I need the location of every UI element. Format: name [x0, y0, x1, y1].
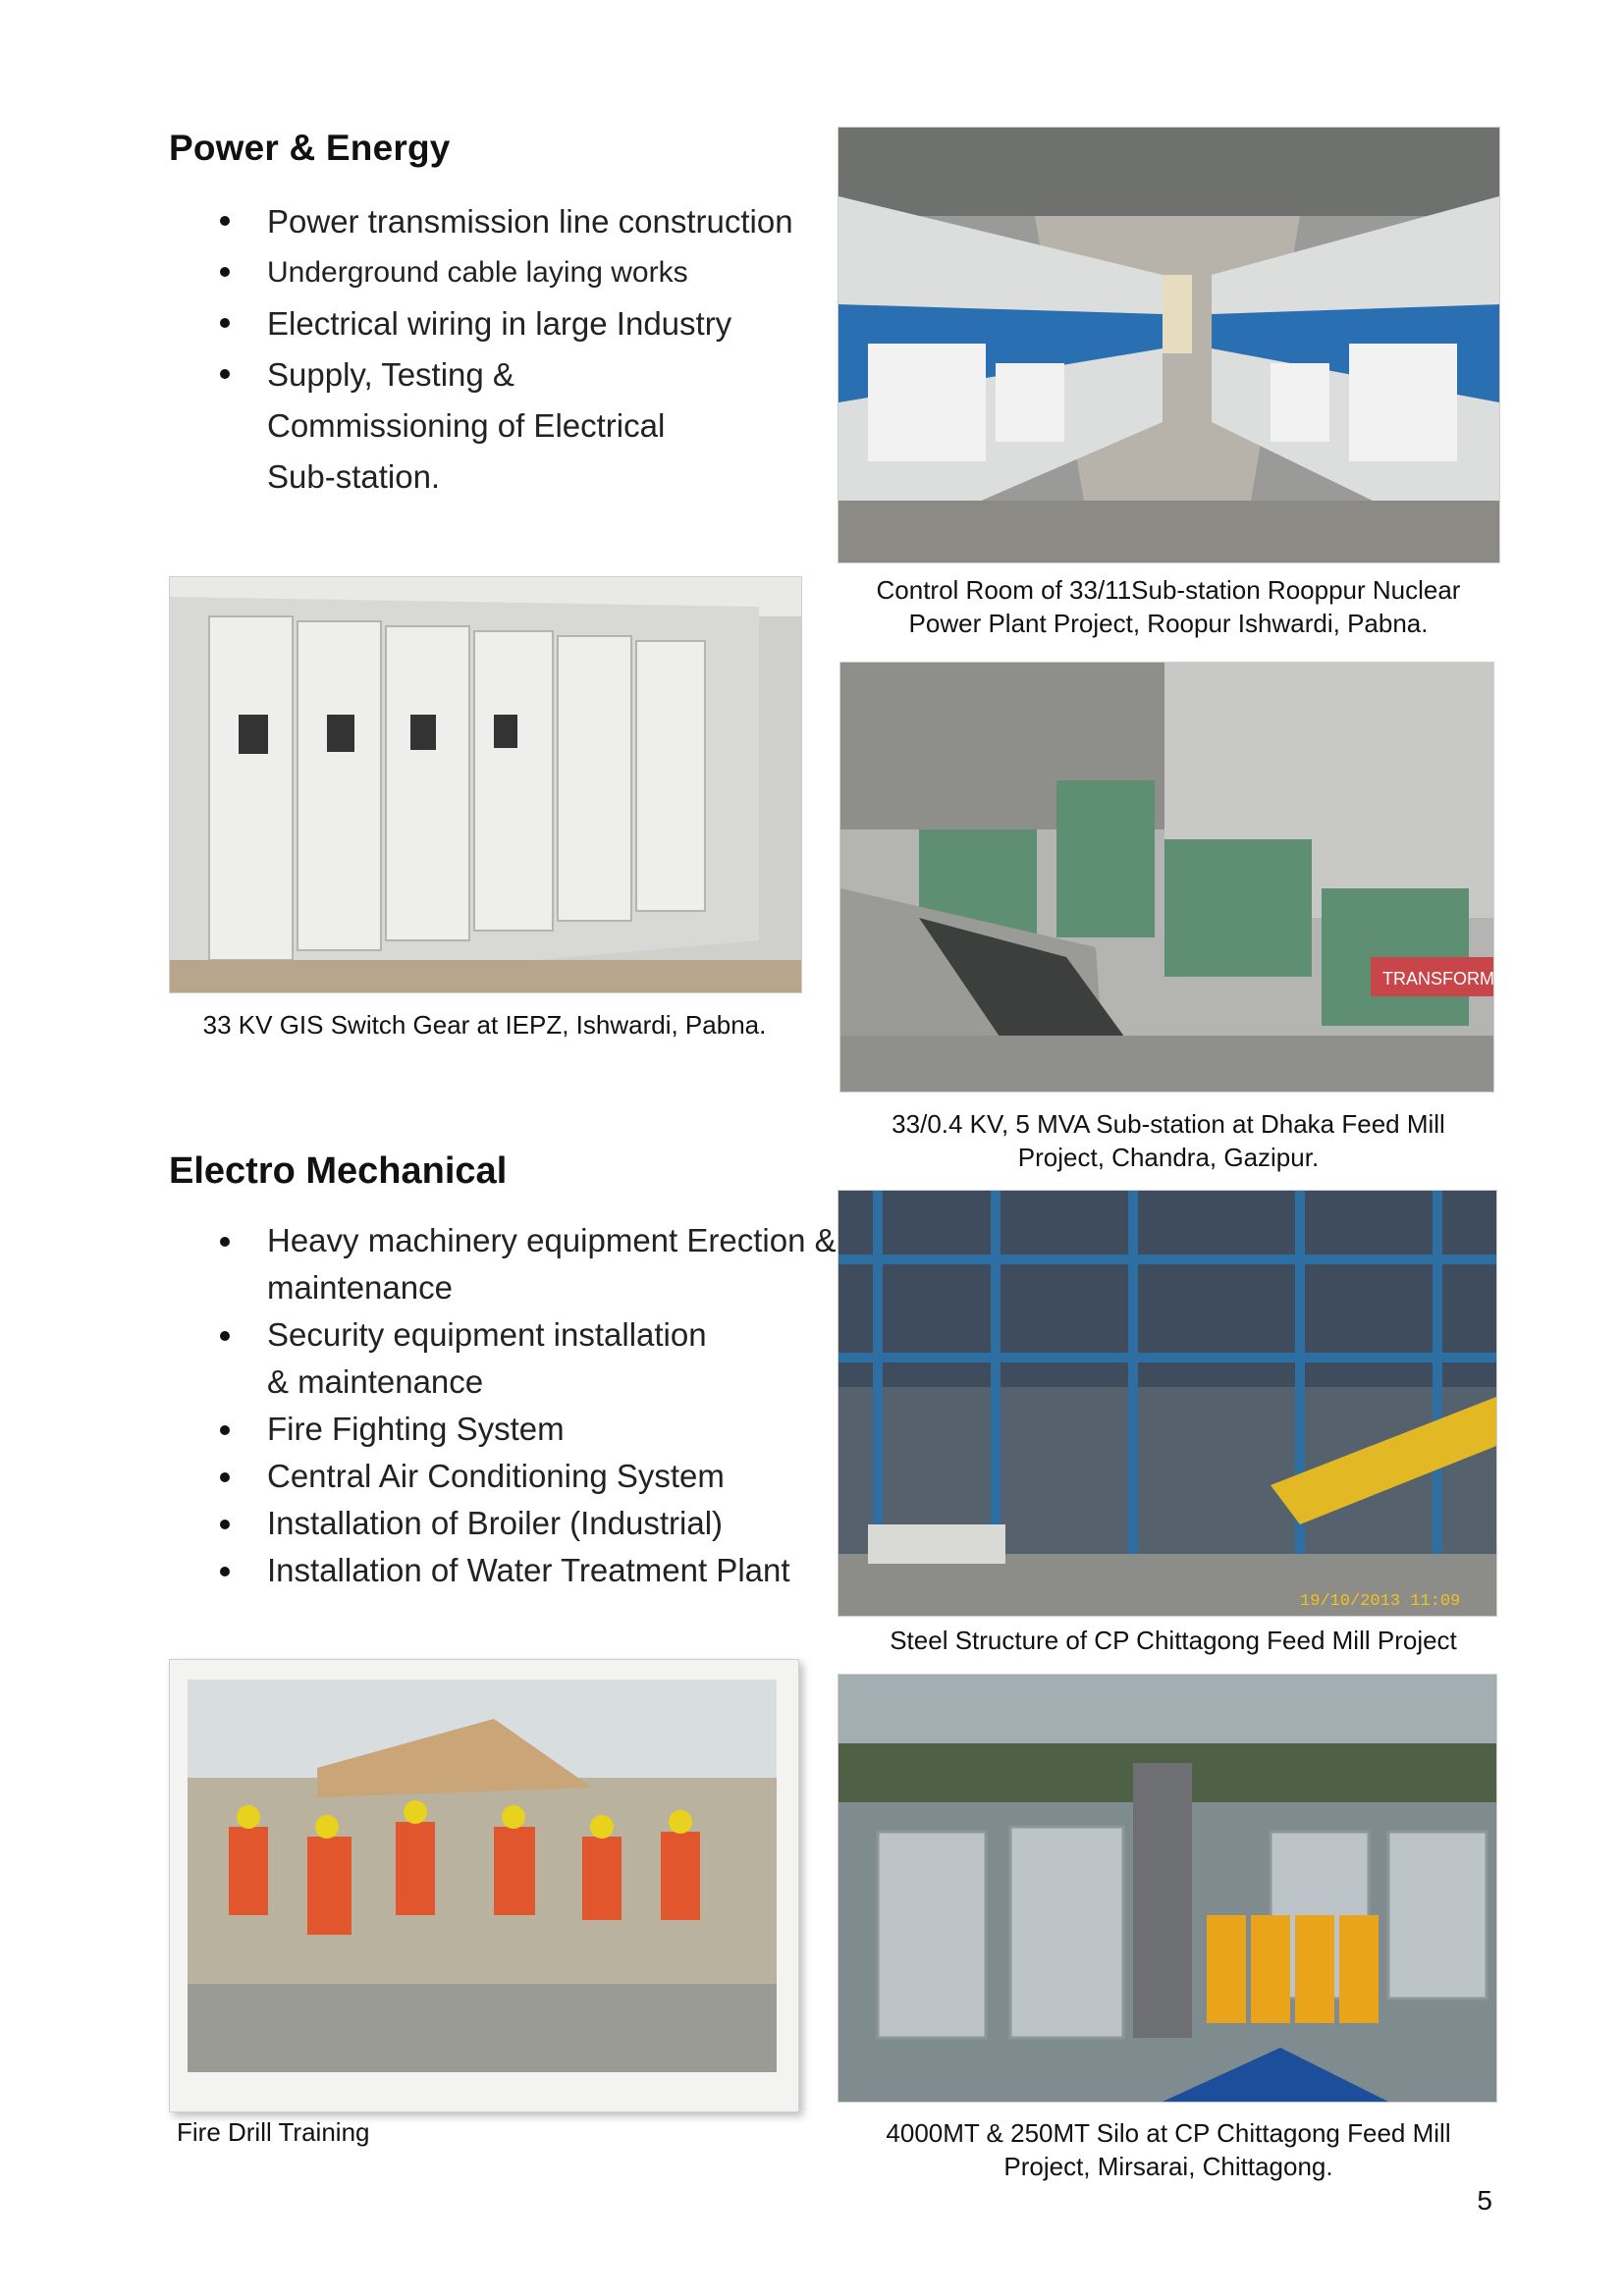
page-number: 5: [1477, 2185, 1492, 2216]
photo-substation: [839, 662, 1519, 1093]
list-item: Heavy machinery equipment Erection & maintenance: [169, 1217, 837, 1311]
caption-control-room: Control Room of 33/11Sub-station Rooppur Nuclear Power Plant Project, Roopur Ishwardi, Pabna.: [876, 575, 1461, 638]
list-item: Installation of Broiler (Industrial): [169, 1500, 837, 1547]
photo-fire-drill: [169, 1659, 799, 2112]
caption-steel-structure: Steel Structure of CP Chittagong Feed Mill Project: [890, 1626, 1457, 1655]
list-item: Installation of Water Treatment Plant: [169, 1547, 837, 1594]
transformer-sign-text: TRANSFORMER: [1382, 969, 1519, 988]
list-item: Central Air Conditioning System: [169, 1453, 837, 1500]
section-heading-power: Power & Energy: [169, 128, 451, 168]
photo-gis-switchgear: [169, 576, 802, 993]
list-item: Security equipment installation & maintenance: [169, 1311, 729, 1406]
electro-services-list: [169, 1217, 837, 1594]
section-heading-electro: Electro Mechanical: [169, 1150, 508, 1192]
list-item: Supply, Testing & Commissioning of Electrical Sub-station.: [169, 349, 719, 503]
caption-substation: 33/0.4 KV, 5 MVA Sub-station at Dhaka Feed Mill Project, Chandra, Gazipur.: [892, 1109, 1445, 1172]
list-item: Electrical wiring in large Industry: [169, 298, 837, 349]
list-item: Fire Fighting System: [169, 1406, 837, 1453]
photo-silo: [838, 1674, 1497, 2103]
photo-control-room: [838, 127, 1500, 563]
caption-gis-switchgear: 33 KV GIS Switch Gear at IEPZ, Ishwardi, Pabna.: [202, 1010, 767, 1040]
list-item: Underground cable laying works: [169, 247, 837, 298]
photo-timestamp-text: 19/10/2013 11:09: [1300, 1592, 1461, 1611]
photo-steel-structure: [838, 1190, 1497, 1617]
caption-silo: 4000MT & 250MT Silo at CP Chittagong Feed Mill Project, Mirsarai, Chittagong.: [886, 2118, 1451, 2181]
list-item: Power transmission line construction: [169, 196, 837, 247]
power-services-list: [169, 196, 837, 503]
caption-fire-drill: Fire Drill Training: [177, 2117, 370, 2147]
